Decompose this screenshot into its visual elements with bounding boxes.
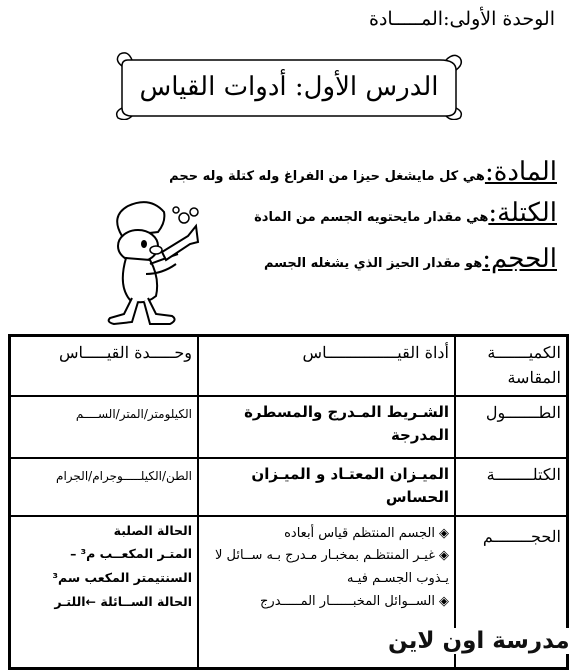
definition-term: الكتلة: xyxy=(488,198,557,228)
header-unit: وحـــــدة القيـــــاس xyxy=(10,336,198,396)
definition-text: هي كل مايشغل حيزا من الفراغ وله كتلة وله حجم xyxy=(169,169,485,184)
table-row xyxy=(10,458,567,516)
table-row xyxy=(10,396,567,458)
definition-text: هي مقدار مايحتويه الجسم من المادة xyxy=(254,210,489,225)
tool-cell: الميـزان المعتـاد و الميـزان الحساس xyxy=(198,458,455,516)
lesson-banner xyxy=(110,52,468,120)
definition-mass xyxy=(254,198,557,228)
unit-cell: الكيلومتر/المتر/الســــم xyxy=(10,396,198,458)
header-quantity: الكميـــــــة المقاسة xyxy=(455,336,567,396)
lesson-title: الدرس الأول: أدوات القياس xyxy=(139,72,439,102)
quantity-cell: الكتلــــــــة xyxy=(455,458,567,516)
definition-term: الحجم: xyxy=(482,244,557,274)
diamond-bullet-icon: ◈ xyxy=(439,525,449,541)
list-item: الحالة الســائلة ←اللتـر xyxy=(54,593,192,609)
list-item: ◈الجسم المنتظم قياس أبعاده xyxy=(284,525,449,541)
list-item: المتـر المكعــب م³ – xyxy=(70,546,192,562)
table-header-row xyxy=(10,336,567,396)
quantity-cell: الحجــــــــم xyxy=(455,516,567,668)
definition-volume xyxy=(264,244,557,274)
unit-title: الوحدة الأولى:المـــــادة xyxy=(368,8,555,30)
list-item: ◈الســوائل المخبــــــار المـــــدرج xyxy=(260,593,449,609)
definition-text: هو مقدار الحيز الذي يشغله الجسم xyxy=(263,256,483,271)
quantity-cell: الطـــــــول xyxy=(455,396,567,458)
unit-cell: الطن/الكيلـــــوجرام/الجرام xyxy=(10,458,198,516)
header-tool: أداة القيـــــــــــــــاس xyxy=(198,336,455,396)
definition-matter xyxy=(169,157,557,187)
smurf-trumpet-illustration xyxy=(100,196,200,331)
tool-cell: الشـريط المـدرج والمسطرة المدرجة xyxy=(198,396,455,458)
list-item: السنتيمتر المكعب سم³ xyxy=(52,570,192,586)
measurement-table xyxy=(8,334,569,670)
diamond-bullet-icon: ◈ xyxy=(439,548,449,564)
diamond-bullet-icon: ◈ xyxy=(439,593,449,609)
definition-term: المادة: xyxy=(484,157,557,187)
list-item: الحالة الصلبة xyxy=(113,522,192,538)
list-item: ◈غيـر المنتظـم بمخبـار مـدرج بـه ســائل لا يـذوب الجسـم فيـه xyxy=(214,548,449,587)
watermark-text: مدرسة اون لاين xyxy=(384,628,573,654)
unit-cell xyxy=(10,516,198,668)
